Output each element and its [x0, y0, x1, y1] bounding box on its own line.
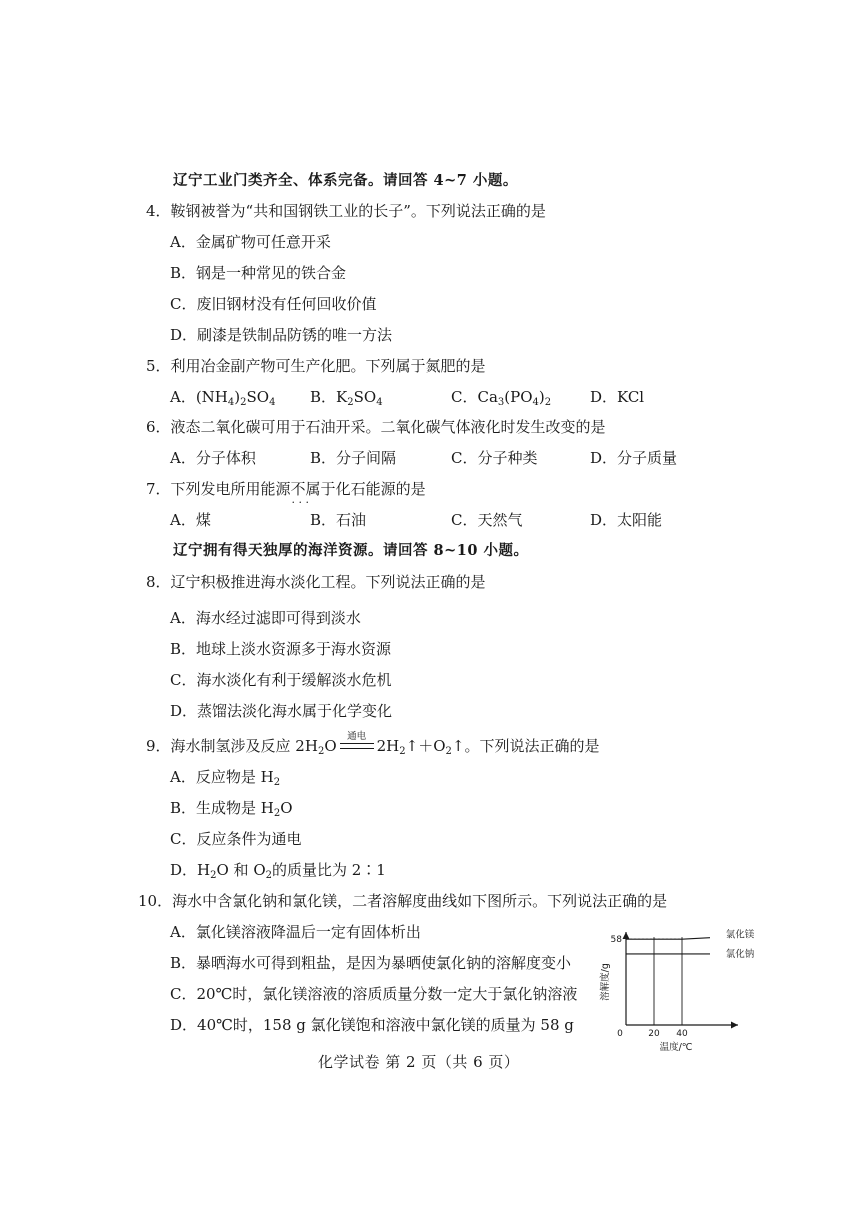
question-8-option-c: C．海水淡化有利于缓解淡水危机: [170, 671, 392, 689]
x-tick-label-20: 20: [648, 1029, 660, 1039]
solubility-chart: [590, 928, 755, 1056]
reaction-condition-arrow: [340, 731, 374, 756]
series-line-magnesium-chloride: [626, 938, 710, 939]
x-tick-label-0: 0: [617, 1029, 623, 1039]
question-6-option-b: B．分子间隔: [310, 449, 397, 467]
series-label-magnesium-chloride: 氯化镁: [725, 929, 755, 941]
question-8-option-b: B．地球上淡水资源多于海水资源: [170, 640, 392, 658]
question-10-option-c: C．20℃时，氯化镁溶液的溶质质量分数一定大于氯化钠溶液: [170, 985, 578, 1003]
question-8-option-d: D．蒸馏法淡化海水属于化学变化: [170, 702, 393, 720]
question-5-option-b: B．$K_2SO_4$: [310, 388, 383, 408]
y-tick-label-58: 58: [610, 935, 622, 946]
section-intro-4-7: 辽宁工业门类齐全、体系完备。请回答 4~7 小题。: [173, 172, 518, 189]
page-footer: 化学试卷 第 2 页（共 6 页）: [318, 1053, 520, 1071]
question-10-option-a: A．氯化镁溶液降温后一定有固体析出: [170, 923, 421, 941]
question-7-option-c: C．天然气: [451, 511, 523, 529]
x-axis-label: 温度/℃: [659, 1042, 693, 1053]
question-5-stem: 5．利用冶金副产物可生产化肥。下列属于氮肥的是: [146, 357, 486, 375]
question-9-stem: 9．海水制氢涉及反应 $2H_2O$ 通电 $2H_2↑+O_2↑$。下列说法正确的是: [146, 736, 599, 756]
reaction-condition: 通电: [347, 731, 367, 742]
question-9-option-c: C．反应条件为通电: [170, 830, 302, 848]
question-4-option-b: B．钢是一种常见的铁合金: [170, 264, 347, 282]
question-4-option-a: A．金属矿物可任意开采: [170, 233, 331, 251]
question-8-stem: 8．辽宁积极推进海水淡化工程。下列说法正确的是: [146, 573, 486, 591]
section-intro-8-10: 辽宁拥有得天独厚的海洋资源。请回答 8~10 小题。: [173, 542, 529, 559]
question-6-stem: 6．液态二氧化碳可用于石油开采。二氧化碳气体液化时发生改变的是: [146, 418, 606, 436]
question-10-option-d: D．40℃时，158 g 氯化镁饱和溶液中氯化镁的质量为 58 g: [170, 1016, 574, 1034]
x-tick-label-40: 40: [676, 1029, 688, 1039]
question-4-option-c: C．废旧钢材没有任何回收价值: [170, 295, 377, 313]
question-7-option-b: B．石油: [310, 511, 367, 529]
y-axis-label: 溶解度/g: [600, 963, 611, 1001]
question-9-option-a: A．反应物是 $H_2$: [170, 768, 281, 788]
question-6-option-c: C．分子种类: [451, 449, 538, 467]
question-10-option-b: B．暴晒海水可得到粗盐，是因为暴晒使氯化钠的溶解度变小: [170, 954, 572, 972]
series-label-sodium-chloride: 氯化钠: [725, 948, 755, 960]
question-5-option-a: A．$(NH_4)_2SO_4$: [170, 388, 276, 408]
question-9-option-b: B．生成物是 $H_2O$: [170, 799, 293, 819]
question-7-option-a: A．煤: [170, 511, 211, 529]
question-5-option-d: D．KCl: [590, 388, 645, 406]
question-8-option-a: A．海水经过滤即可得到淡水: [170, 609, 361, 627]
question-4-option-d: D．刷漆是铁制品防锈的唯一方法: [170, 326, 393, 344]
question-6-option-a: A．分子体积: [170, 449, 256, 467]
question-7-option-d: D．太阳能: [590, 511, 663, 529]
question-10-stem: 10．海水中含氯化钠和氯化镁，二者溶解度曲线如下图所示。下列说法正确的是: [138, 892, 668, 910]
question-5-option-c: C．$Ca_3(PO_4)_2$: [451, 388, 552, 408]
emphasis-not-belong: 不属于 · · ·: [291, 480, 336, 498]
question-9-option-d: D．$H_2O$ 和 $O_2$的质量比为 2∶1: [170, 861, 386, 881]
question-6-option-d: D．分子质量: [590, 449, 678, 467]
question-7-stem: 7．下列发电所用能源不属于 · · ·化石能源的是: [146, 479, 426, 499]
question-4-stem: 4．鞍钢被誉为“共和国钢铁工业的长子”。下列说法正确的是: [146, 202, 546, 220]
